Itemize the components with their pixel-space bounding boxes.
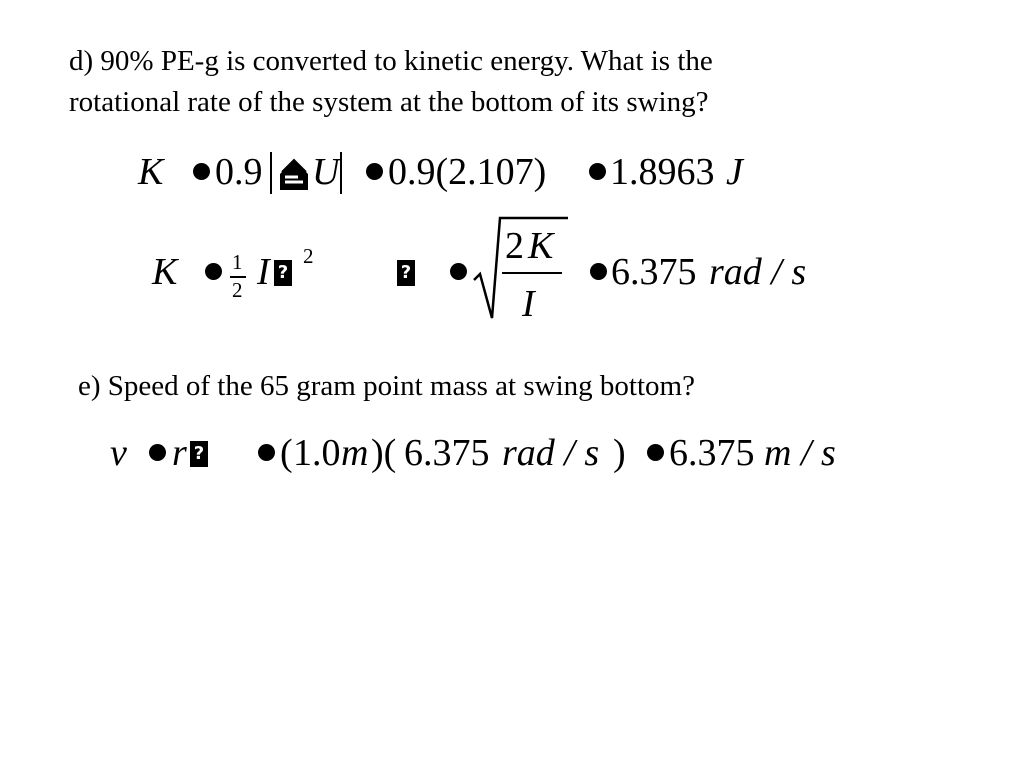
eq2-result-unit: rad / s — [709, 251, 807, 293]
eq3-lhs: v — [110, 432, 127, 474]
equals-dot-2 — [366, 163, 383, 180]
eq3-radius-unit: m — [341, 432, 369, 474]
eq1-result-number: 1.8963 — [610, 151, 715, 193]
eq3-radius-value: 1.0 — [293, 432, 341, 474]
eq1-coefficient: 0.9 — [215, 151, 263, 193]
equals-dot-5 — [450, 263, 467, 280]
equals-dot-7 — [149, 444, 166, 461]
half-numerator: 1 — [232, 250, 243, 274]
equals-dot-6 — [590, 263, 607, 280]
abs-bar-right — [340, 152, 342, 194]
equals-dot-1 — [193, 163, 210, 180]
equals-dot-4 — [205, 263, 222, 280]
root-numerator-var: K — [528, 225, 554, 267]
eq3-open-paren: ( — [280, 432, 293, 474]
eq3-r: r — [172, 432, 187, 474]
eq3-omega-value: 6.375 — [404, 432, 490, 474]
eq1-step2: 0.9(2.107) — [388, 151, 547, 193]
part-d-line-2: rotational rate of the system at the bottom of its swing? — [69, 86, 709, 118]
eq2-inertia: I — [257, 251, 270, 293]
root-fraction-line — [502, 272, 562, 274]
equals-dot-9 — [647, 444, 664, 461]
root-numerator-coef: 2 — [505, 225, 524, 267]
eq3-middle-parens: )( — [371, 432, 397, 474]
eq2-lhs: K — [152, 251, 178, 293]
omega-glyph-1: ? — [274, 260, 292, 286]
equation-angular-velocity — [0, 210, 1024, 330]
eq3-result-unit: m / s — [764, 432, 836, 474]
eq1-result-unit: J — [726, 151, 743, 193]
root-denominator: I — [522, 283, 535, 325]
equation-speed — [0, 431, 1024, 477]
half-denominator: 2 — [232, 278, 243, 302]
eq1-lhs: K — [138, 151, 164, 193]
abs-bar-left — [270, 152, 272, 194]
omega-glyph-3: ? — [190, 441, 208, 467]
eq2-exponent: 2 — [303, 244, 314, 268]
eq3-close-paren: ) — [613, 432, 626, 474]
eq3-result-number: 6.375 — [669, 432, 755, 474]
equals-dot-8 — [258, 444, 275, 461]
part-d-line-1: d) 90% PE-g is converted to kinetic energy. What is the — [69, 45, 713, 77]
omega-glyph-2: ? — [397, 260, 415, 286]
eq1-abs-variable: U — [312, 151, 340, 193]
equals-dot-3 — [589, 163, 606, 180]
equation-kinetic-energy — [0, 150, 1024, 196]
part-e-question: e) Speed of the 65 gram point mass at swing bottom? — [78, 370, 695, 402]
eq3-omega-unit: rad / s — [502, 432, 600, 474]
delta-glyph-icon — [276, 152, 312, 190]
eq2-result-number: 6.375 — [611, 251, 697, 293]
